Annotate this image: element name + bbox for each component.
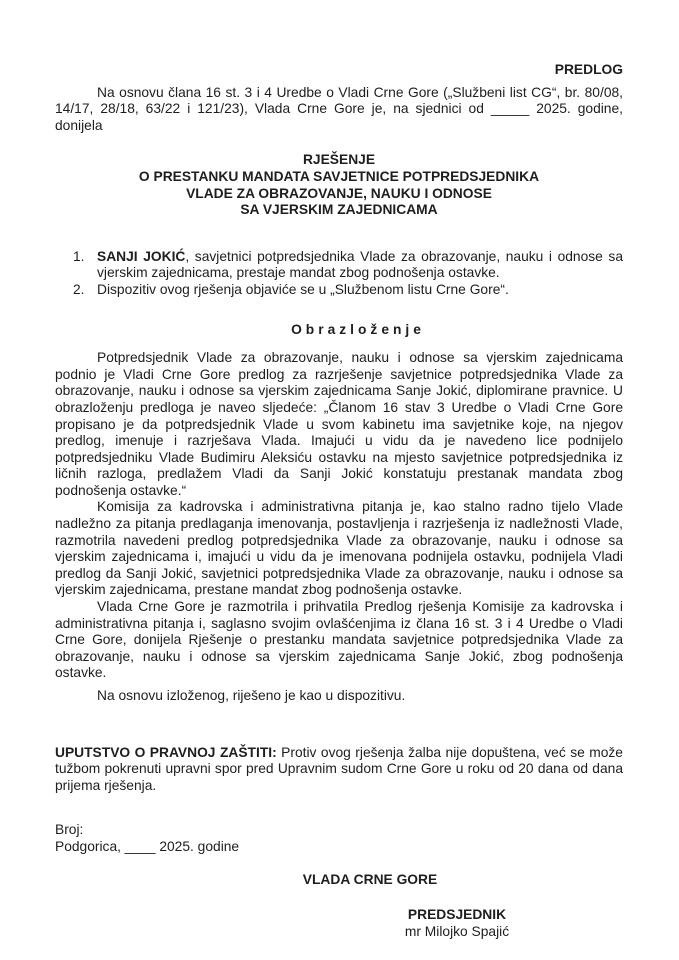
rationale-paragraph-1: Potpredsjednik Vlade za obrazovanje, nauku i odnose sa vjerskim zajednicama podnio je Vladi Crne Gore predlog za razrješenje savjetnice potpredsjednika Vlade za obrazovanje, nauku i odnose sa vjerskim zajednicama Sanje Jokić, diplomirane pravnice. U obrazloženju predloga je naveo sljedeće: „Članom 16 stav 3 Uredbe o Vladi Crne Gore propisano je da potpredsjednik Vlade u svom kabinetu ima savjetnike koje, na njegov predlog, imenuje i razrješava Vlada. Imajući u vidu da je navedeno lice podnijelo potpredsjedniku Vlade Budimiru Aleksiću ostavku na mjesto savjetnice potpredsjednika iz ličnih razloga, predlažem Vladi da Sanji Jokić konstatuju prestanak mandata zbog podnošenja ostavke.“ (55, 350, 623, 498)
government-name: VLADA CRNE GORE (302, 871, 438, 887)
list-item-2-number: 2. (73, 281, 85, 297)
legal-remedy-paragraph (55, 745, 623, 795)
title-line-1: RJEŠENJE (302, 152, 376, 168)
title-line-2: O PRESTANKU MANDATA SAVJETNICE POTPREDSJEDNIKA (138, 168, 540, 184)
section-heading-obrazlozenje: Obrazloženje (291, 321, 425, 337)
list-item-2 (55, 282, 623, 299)
legal-remedy-text: Protiv ovog rješenja žalba nije dopuštena, već se može tužbom pokrenuti upravni spor pred Upravnim sudom Crne Gore u roku od 20 dana od dana prijema rješenja. (55, 744, 623, 793)
intro-paragraph: Na osnovu člana 16 st. 3 i 4 Uredbe o Vladi Crne Gore („Službeni list CG“, br. 80/08, 14/17, 28/18, 63/22 i 121/23), Vlada Crne Gore je, na sjednici od _____ 2025. godine, donijela (55, 84, 623, 133)
title-line-3: VLADE ZA OBRAZOVANJE, NAUKU I ODNOSE (186, 185, 492, 201)
place-date-line: Podgorica, ____ 2025. godine (55, 838, 240, 854)
rationale-paragraph-3: Vlada Crne Gore je razmotrila i prihvatila Predlog rješenja Komisije za kadrovska i administrativna pitanja i, saglasno svojim ovlašćenjima iz člana 16 st. 3 i 4 Uredbe o Vladi Crne Gore, donijela Rješenje o prestanku mandata savjetnice potpredsjednika Vlade za obrazovanje, nauku i odnose sa vjerskim zajednicama Sanje Jokić, zbog podnošenja ostavke. (55, 599, 623, 681)
number-label: Broj: (55, 822, 84, 838)
footer-reference (55, 822, 623, 855)
title-line-4: SA VJERSKIM ZAJEDNICAMA (240, 202, 438, 218)
list-item-1-text: , savjetnici potpredsjednika Vlade za obrazovanje, nauku i odnose sa vjerskim zajednicama, prestaje mandat zbog podnošenja ostavke. (97, 248, 623, 281)
legal-remedy-label: UPUTSTVO O PRAVNOJ ZAŠTITI: (55, 744, 277, 760)
list-item-2-content (97, 282, 509, 297)
document-tag-predlog: PREDLOG (554, 62, 623, 77)
decision-items (55, 249, 623, 299)
signer-name: mr Milojko Spajić (404, 923, 510, 939)
signature-block (377, 907, 537, 940)
document-title (55, 152, 623, 218)
rationale-paragraph-2: Komisija za kadrovska i administrativna pitanja je, kao stalno radno tijelo Vlade nadležno za pitanja predlaganja imenovanja, postavljenja i razrješenja iz nadležnosti Vlade, razmotrila navedeni predlog potpredsjednika Vlade za obrazovanje, nauku i odnose sa vjerskim zajednicama i, imajući u vidu da je imenovana podnijela ostavku, podnijela Vladi predlog da Sanji Jokić, savjetnici potpredsjednika Vlade za obrazovanje, nauku i odnose sa vjerskim zajednicama, prestane mandat zbog podnošenja ostavke. (55, 499, 623, 598)
list-item-1-number: 1. (73, 248, 85, 264)
list-item-1 (55, 249, 623, 282)
signer-title: PREDSJEDNIK (407, 907, 507, 923)
closing-line: Na osnovu izloženog, riješeno je kao u dispozitivu. (97, 688, 406, 703)
list-item-1-content (97, 249, 623, 281)
list-item-2-text: Dispozitiv ovog rješenja objaviće se u „Službenom listu Crne Gore“. (97, 281, 509, 297)
list-item-1-name: SANJI JOKIĆ (97, 248, 186, 264)
